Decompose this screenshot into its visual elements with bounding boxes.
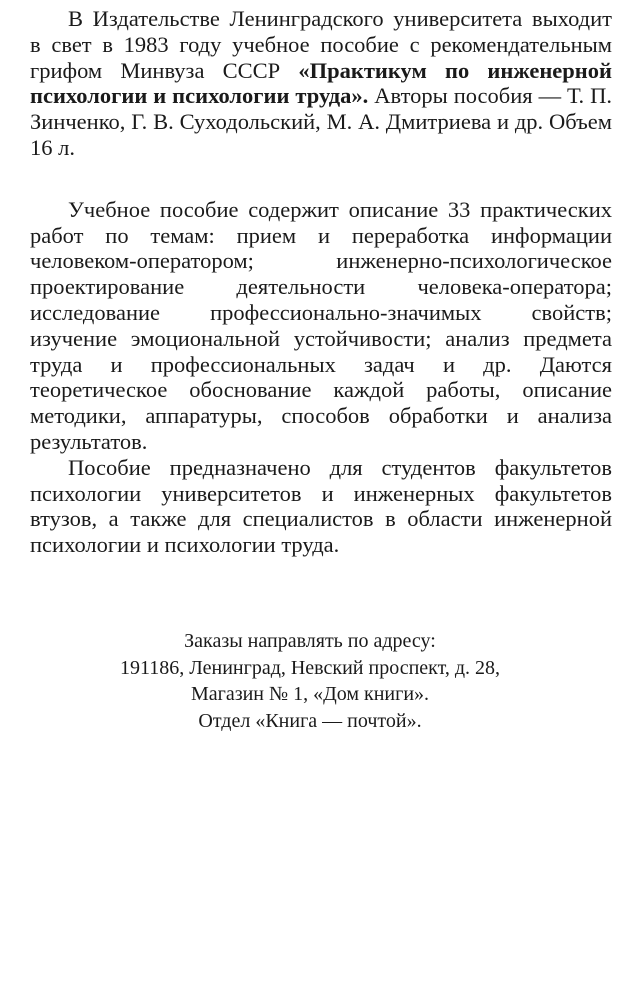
authors-text: Авторы пособия — Т. П. Зинченко, Г. В. Суходольский, М. А. Дмитриева и др. Объем 16 л. — [30, 83, 612, 160]
announcement-paragraph — [30, 6, 612, 161]
book-title: «Практикум по инженерной психологии и психологии труда». — [30, 57, 612, 109]
contents-paragraph — [30, 197, 612, 455]
audience-text: Пособие предназначено для студентов факультетов психологии университетов и инженерных факультетов втузов, а также для специалистов в области инженерной психологии и психологии труда. — [30, 454, 612, 558]
audience-paragraph — [30, 455, 612, 558]
address-line-1: Заказы направлять по адресу: — [184, 630, 436, 652]
contents-text: Учебное пособие содержит описание 33 практических работ по темам: прием и переработка информации человеком-оператором; инженерно-психологическое проектирование деятельности человека-оператора; исследование профессионально-значимых свойств; изучение эмоциональной устойчивости; анализ предмета труда и профессиональных задач и др. Даются теоретическое обоснование каждой работы, описание методики, аппаратуры, способов обработки и анализа результатов. — [30, 196, 612, 454]
page-body — [30, 6, 612, 558]
order-address — [0, 628, 620, 734]
address-line-2: 191186, Ленинград, Невский проспект, д. 28, — [119, 656, 501, 679]
announcement-text: В Издательстве Ленинградского университета выходит в свет в 1983 году учебное пособие с рекомендательным грифом Минвуза СССР — [30, 6, 612, 83]
address-line-4: Отдел «Книга — почтой». — [198, 709, 422, 732]
address-line-3: Магазин № 1, «Дом книги». — [190, 683, 430, 705]
